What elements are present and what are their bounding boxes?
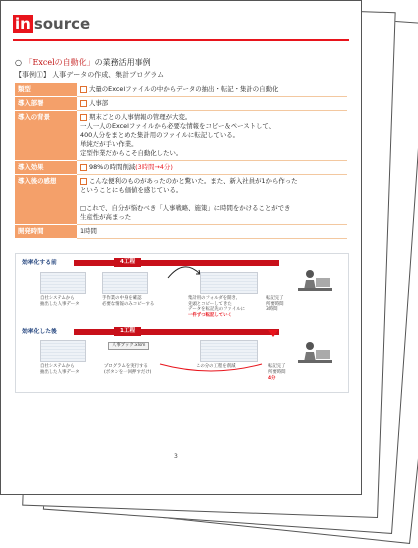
step-caption-highlight: 4分 xyxy=(268,376,276,381)
table-row xyxy=(15,83,347,97)
curved-arrow-icon xyxy=(166,262,202,280)
checkbox-icon xyxy=(80,86,87,93)
person-at-desk-icon xyxy=(294,268,334,294)
step-caption: 集計用のフォルダを開き、 先頭とコピーしてきた データを転記先のファイルに xyxy=(188,296,245,313)
arrow-down-icon xyxy=(268,330,278,337)
value-text: 98%の時間削減 xyxy=(89,163,136,171)
header-rule xyxy=(13,39,349,41)
table-row xyxy=(15,161,347,175)
after-track xyxy=(74,329,279,335)
title-quote: 「Excelの自動化」 xyxy=(24,58,95,67)
value-text: 大量のExcelファイルの中からデータの抽出・転記・集計の自動化 xyxy=(89,85,279,93)
title-rest: の業務活用事例 xyxy=(94,58,151,67)
before-label: 効率化する前 xyxy=(22,260,57,266)
after-label: 効率化した後 xyxy=(22,329,57,335)
case-subtitle: 【事例①】 人事データの作成、集計プログラム xyxy=(15,71,165,79)
row-label: 開発時間 xyxy=(15,225,77,239)
step-caption: 自社システムから 抽出した人事データ xyxy=(40,364,80,375)
page-title xyxy=(15,57,151,68)
before-step-tag: 4工程 xyxy=(114,258,141,267)
row-label: 導入の背景 xyxy=(15,111,77,161)
process-diagram xyxy=(15,253,349,393)
step-caption: 手作業の中身を確認 必要な情報のみコピーする xyxy=(102,296,155,307)
checkbox-icon xyxy=(80,164,87,171)
case-info-table xyxy=(15,83,347,239)
value-text: 期末ごとの人事情報の管理が大変。 一人一人のExcelファイルから必要な情報をコピー＆ペーストして、 400人分をまとめた集計用のファイルに転記している。 単純だが手い作業。 定型作業だからこそ自動化したい。 xyxy=(80,113,276,157)
person-at-desk-icon xyxy=(294,340,334,366)
checkbox-icon xyxy=(80,178,87,185)
spreadsheet-thumb xyxy=(102,272,148,294)
insource-logo xyxy=(13,15,90,33)
row-value xyxy=(77,175,347,225)
step-caption: 転記完了 所要時間 xyxy=(268,364,286,375)
row-value xyxy=(77,161,347,175)
row-value xyxy=(77,111,347,161)
table-row xyxy=(15,225,347,239)
step-caption: 自社システムから 抽出した人事データ xyxy=(40,296,80,307)
value-text: こんな便利のものがあったのかと驚いた。また、新入社員が1から作った ということにも価値を感じている。 □これで、自分が悩むべき「人事戦略、施策」に時間をかけることができ 生産性が高まった xyxy=(80,177,298,221)
step-caption-highlight: 一件ずつ転記していく xyxy=(188,313,232,318)
after-step-tag: 1工程 xyxy=(114,327,141,336)
row-value xyxy=(77,97,347,111)
logo-text: source xyxy=(33,15,91,33)
page-number: 3 xyxy=(174,453,178,460)
value-text: 人事部 xyxy=(89,99,109,107)
spreadsheet-thumb xyxy=(40,340,86,362)
checkbox-icon xyxy=(80,114,87,121)
row-label: 類型 xyxy=(15,83,77,97)
row-value: 1時間 xyxy=(77,225,347,239)
logo-box-text: in xyxy=(15,15,31,33)
title-bullet: ○ xyxy=(15,58,22,67)
spreadsheet-thumb xyxy=(200,272,258,294)
row-value xyxy=(77,83,347,97)
step-caption: この分の工程を削減 xyxy=(196,364,236,369)
spreadsheet-thumb xyxy=(40,272,86,294)
macro-file-button: 人事ブック.xlsm xyxy=(108,342,149,350)
step-caption: プログラムを実行する (ボタンを一回押すだけ) xyxy=(104,364,152,375)
row-label: 導入後の感想 xyxy=(15,175,77,225)
row-label: 導入効果 xyxy=(15,161,77,175)
table-row xyxy=(15,97,347,111)
step-caption: 転記完了 所要時間 3時間 xyxy=(266,296,284,313)
table-row xyxy=(15,111,347,161)
row-label: 導入部署 xyxy=(15,97,77,111)
table-row xyxy=(15,175,347,225)
value-highlight: (3時間→4分) xyxy=(135,163,173,171)
checkbox-icon xyxy=(80,100,87,107)
